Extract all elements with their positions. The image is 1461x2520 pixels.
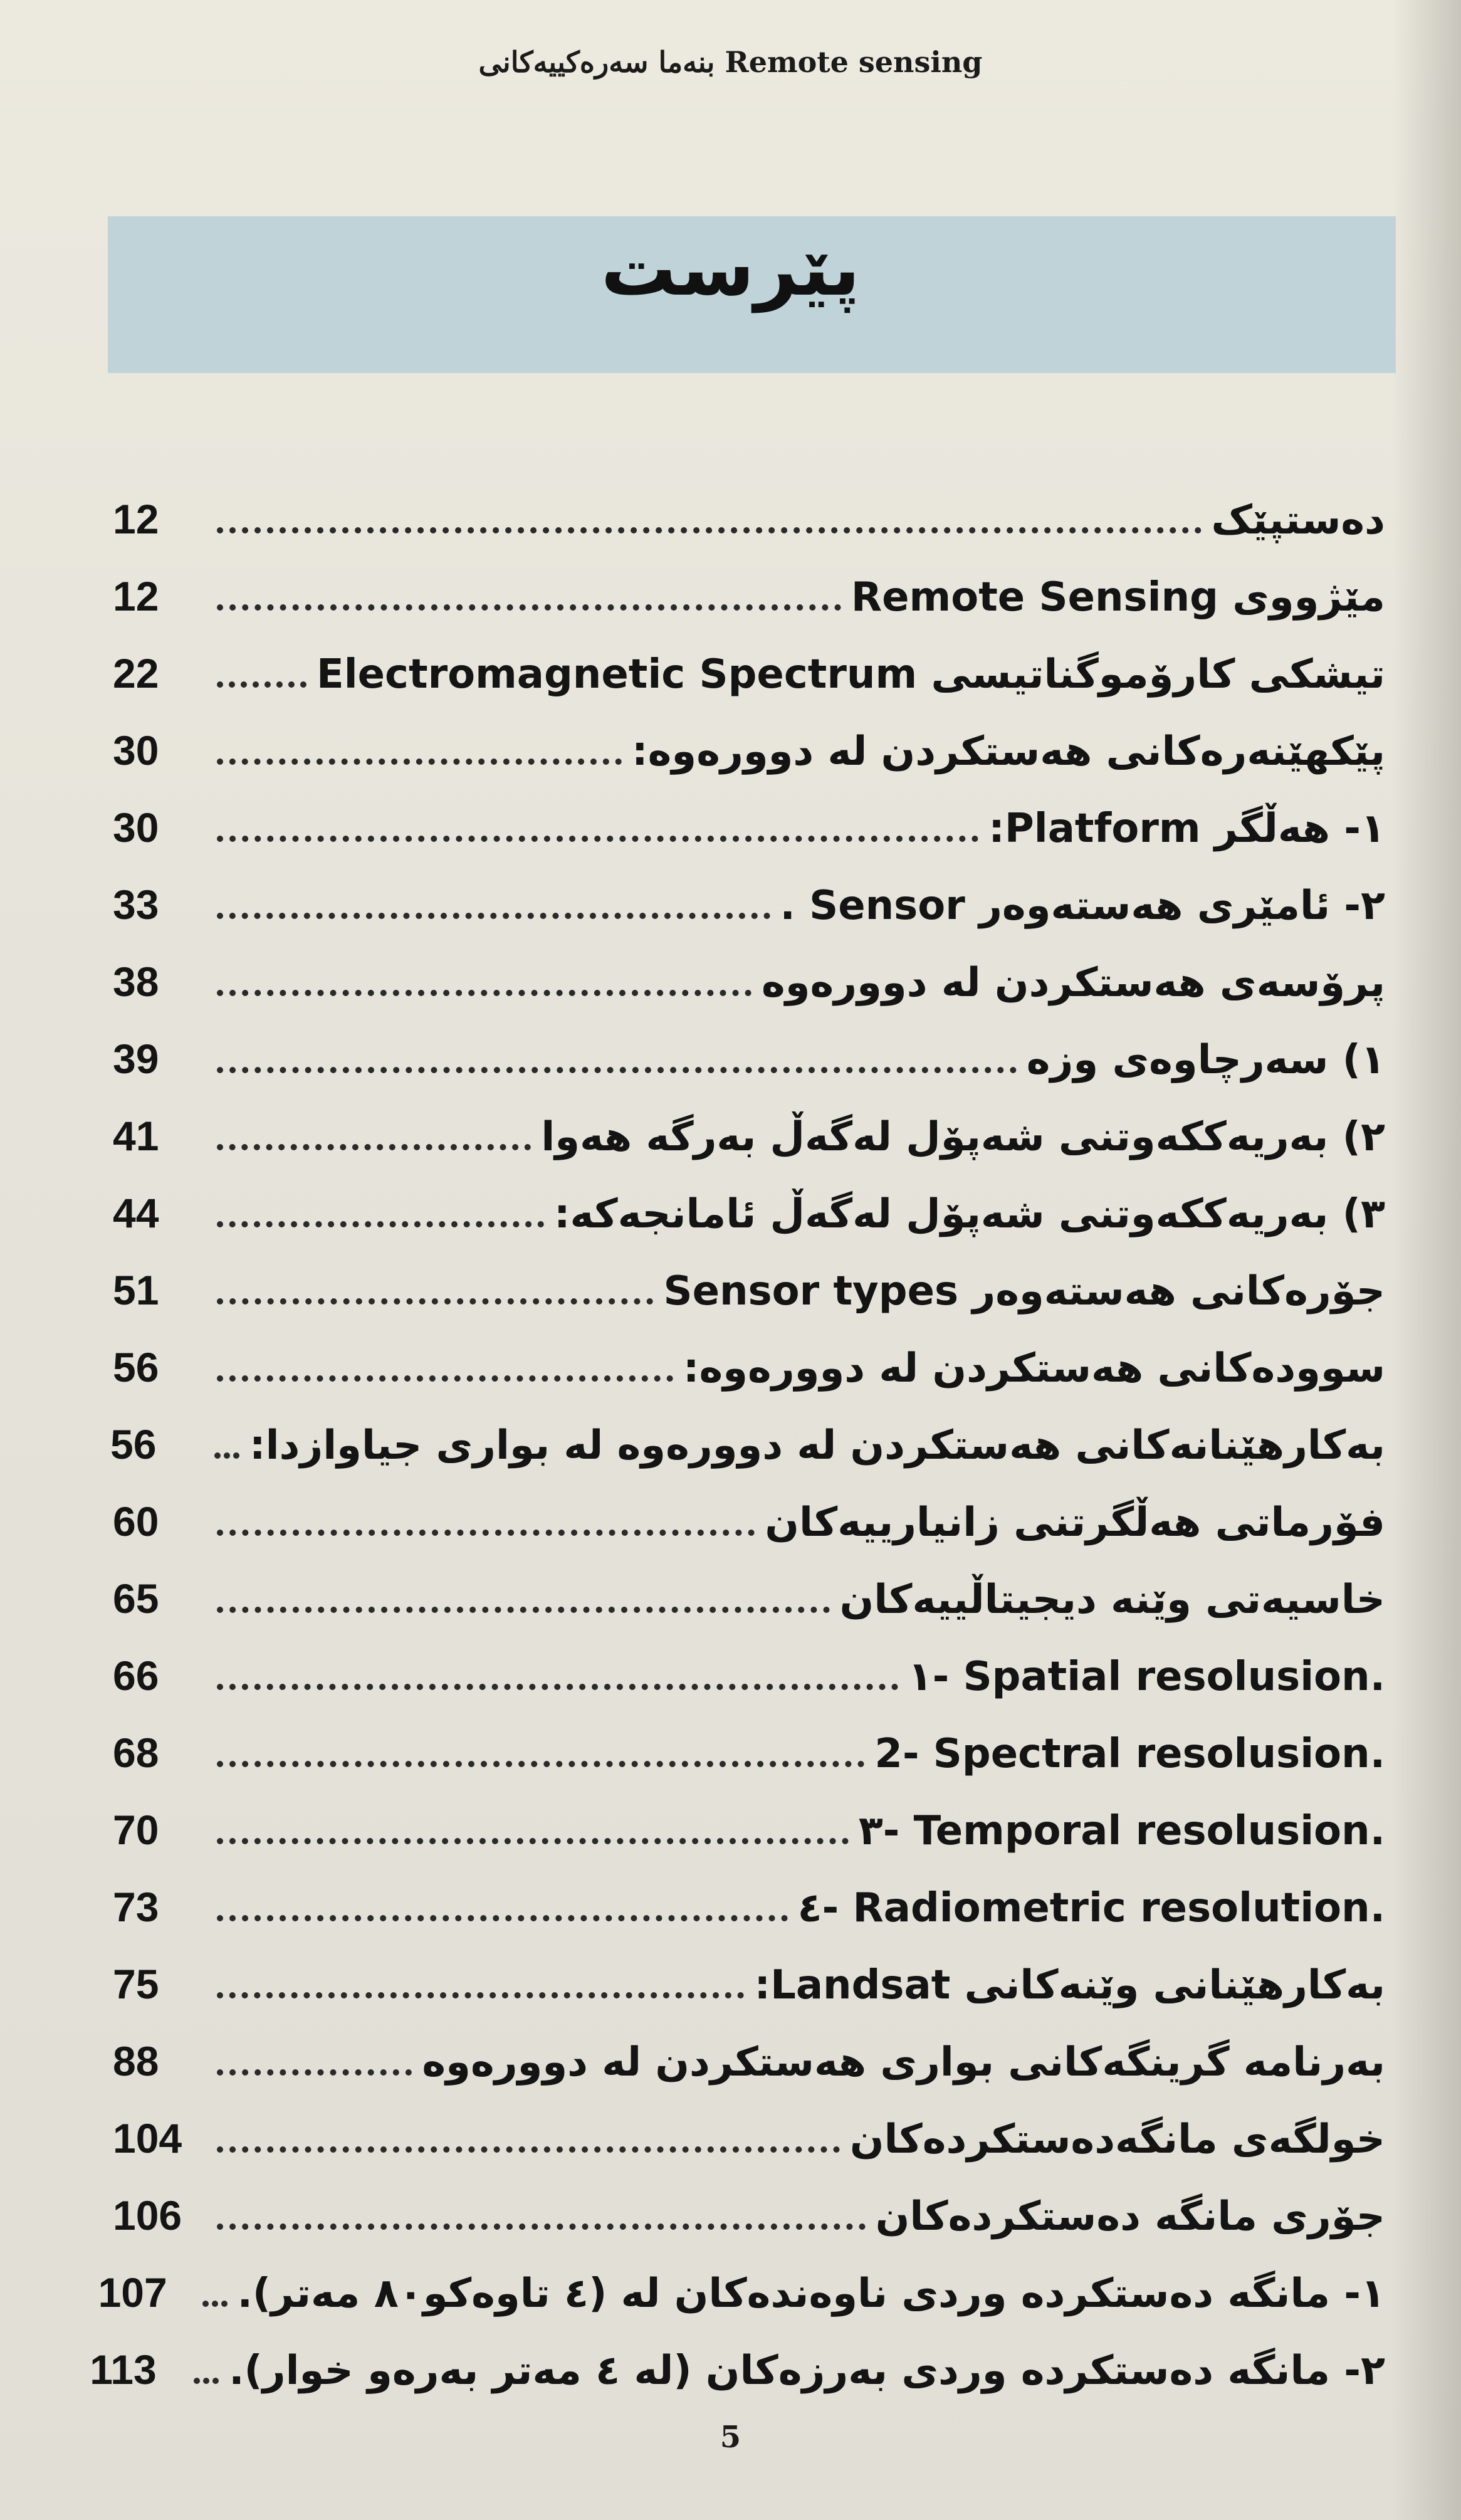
toc-entry-title: ٣- Temporal resolusion. [858, 1808, 1385, 1854]
toc-entry-page: 104 [113, 2115, 182, 2161]
toc-entry [90, 2346, 1385, 2423]
dot-leader [217, 1992, 744, 1998]
toc-entry [113, 1729, 1385, 1806]
toc-entry [113, 881, 1385, 958]
toc-entry-page: 70 [113, 1807, 159, 1853]
toc-entry [110, 1420, 1385, 1498]
dot-leader [217, 1375, 673, 1382]
dot-leader [217, 759, 622, 765]
toc-entry-page: 33 [113, 881, 159, 928]
toc-entry-page: 12 [113, 573, 159, 619]
toc-entry-page: 56 [110, 1421, 157, 1467]
toc-entry-page: 66 [113, 1652, 159, 1699]
toc-entry-title: ٤- Radiometric resolution. [797, 1885, 1385, 1931]
toc-entry-title: 2- Spectral resolusion. [874, 1731, 1385, 1777]
running-header: بنەما سەرەکییەکانی Remote sensing [478, 45, 983, 79]
toc-entry-page: 88 [113, 2038, 159, 2084]
toc-entry-title: بەکارهێنانەکانی هەستکردن لە دوورەوە لە بواری جیاوازدا: [249, 1422, 1385, 1469]
toc-entry-page: 12 [113, 496, 159, 542]
dot-leader [217, 990, 751, 996]
toc-entry [113, 1806, 1385, 1883]
toc-entry-title: پرۆسەی هەستکردن لە دوورەوە [761, 960, 1385, 1006]
page-edge-shadow [1392, 0, 1461, 2520]
toc-entry-page: 56 [113, 1344, 159, 1390]
toc-entry [113, 1112, 1385, 1189]
toc-entry [113, 1266, 1385, 1343]
toc-entry [113, 727, 1385, 804]
toc-entry [113, 1575, 1385, 1652]
dot-leader [217, 1915, 788, 1921]
toc-entry-title: خاسیەتی وێنە دیجیتاڵییەکان [839, 1577, 1385, 1623]
toc-entry [113, 1883, 1385, 1960]
toc-entry-title: ٣) بەریەککەوتنی شەپۆل لەگەڵ ئامانجەکە: [553, 1191, 1385, 1237]
toc-entry-page: 113 [90, 2346, 157, 2393]
dot-leader [217, 527, 1202, 533]
toc-entry-page: 30 [113, 727, 159, 774]
toc-entry-title: مێژووی Remote Sensing [851, 574, 1385, 621]
dot-leader [214, 1452, 239, 1459]
dot-leader [217, 604, 841, 611]
toc-entry [113, 572, 1385, 649]
toc-entry-page: 73 [113, 1884, 159, 1930]
toc-entry-title: ٢- مانگە دەستکردە وردی بەرزەکان (لە ٤ مەتر بەرەو خوار). [229, 2348, 1385, 2394]
dot-leader [217, 681, 306, 688]
dot-leader [202, 2301, 228, 2307]
toc-entry [113, 1343, 1385, 1420]
toc-entry-title: جۆرەکانی هەستەوەر Sensor types [663, 1268, 1385, 1315]
toc-entry [113, 1035, 1385, 1112]
toc-entry-title: سوودەکانی هەستکردن لە دوورەوە: [683, 1345, 1385, 1392]
toc-entry-title: ١) سەرچاوەی وزە [1026, 1037, 1385, 1083]
toc-entry-page: 38 [113, 958, 159, 1005]
toc-entry-page: 44 [113, 1190, 159, 1236]
toc-entry [113, 804, 1385, 881]
dot-leader [217, 1067, 1017, 1073]
dot-leader [217, 1838, 849, 1844]
toc-entry [113, 1652, 1385, 1729]
toc-entry-title: بەکارهێنانی وێنەکانی Landsat: [754, 1962, 1385, 2008]
toc-entry [113, 2037, 1385, 2114]
toc-entry-page: 41 [113, 1113, 159, 1159]
toc-entry-page: 65 [113, 1575, 159, 1622]
dot-leader [217, 2223, 866, 2230]
dot-leader [194, 2378, 219, 2384]
toc-entry-title: بەرنامە گرینگەکانی بواری هەستکردن لە دوورەوە [422, 2039, 1385, 2086]
dot-leader [217, 2069, 412, 2076]
toc-entry-page: 68 [113, 1730, 159, 1776]
toc-entry-page: 39 [113, 1036, 159, 1082]
toc-entry-title: فۆرماتی هەڵگرتنی زانیارییەکان [765, 1499, 1385, 1546]
toc-entry-page: 60 [113, 1498, 159, 1545]
toc-entry-title: جۆری مانگە دەستکردەکان [875, 2193, 1385, 2240]
dot-leader [217, 1607, 830, 1613]
toc-entry [113, 2192, 1385, 2269]
toc-entry [113, 958, 1385, 1035]
toc-entry-page: 75 [113, 1961, 159, 2007]
table-of-contents [90, 495, 1385, 2423]
toc-entry-page: 106 [113, 2192, 182, 2239]
dot-leader [217, 1221, 544, 1227]
toc-entry-title: تیشکی کارۆموگناتیسی Electromagnetic Spectrum [316, 651, 1385, 698]
toc-entry [113, 1189, 1385, 1266]
toc-entry-title: ١- هەڵگر Platform: [988, 806, 1385, 852]
page-title: پێرست [600, 226, 861, 313]
toc-entry [113, 1960, 1385, 2037]
toc-entry-page: 30 [113, 804, 159, 851]
toc-entry-title: خولگەی مانگەدەستکردەکان [849, 2116, 1385, 2163]
dot-leader [217, 913, 770, 919]
dot-leader [217, 2146, 840, 2153]
dot-leader [217, 1298, 653, 1305]
toc-entry-title: ١- مانگە دەستکردە وردی ناوەندەکان لە (٤ تاوەکو٨٠ مەتر). [237, 2271, 1385, 2317]
toc-entry-title: ١- Spatial resolusion. [908, 1654, 1385, 1700]
dot-leader [217, 836, 978, 842]
dot-leader [217, 1530, 755, 1536]
toc-entry [113, 2114, 1385, 2192]
toc-entry-page: 22 [113, 650, 159, 696]
toc-entry-page: 51 [113, 1267, 159, 1313]
toc-entry [113, 495, 1385, 572]
toc-entry [113, 649, 1385, 727]
dot-leader [217, 1144, 531, 1150]
toc-entry-title: ٢) بەریەککەوتنی شەپۆل لەگەڵ بەرگە هەوا [541, 1114, 1385, 1160]
toc-entry-title: دەستپێک [1211, 497, 1385, 543]
dot-leader [217, 1684, 898, 1690]
toc-entry-title: پێکهێنەرەکانی هەستکردن لە دوورەوە: [632, 728, 1385, 775]
toc-entry [113, 1498, 1385, 1575]
toc-entry-page: 107 [98, 2269, 167, 2316]
dot-leader [217, 1761, 864, 1767]
toc-entry-title: ٢- ئامێری هەستەوەر Sensor . [780, 883, 1385, 929]
toc-entry [98, 2269, 1385, 2346]
page-number: 5 [720, 2420, 741, 2455]
